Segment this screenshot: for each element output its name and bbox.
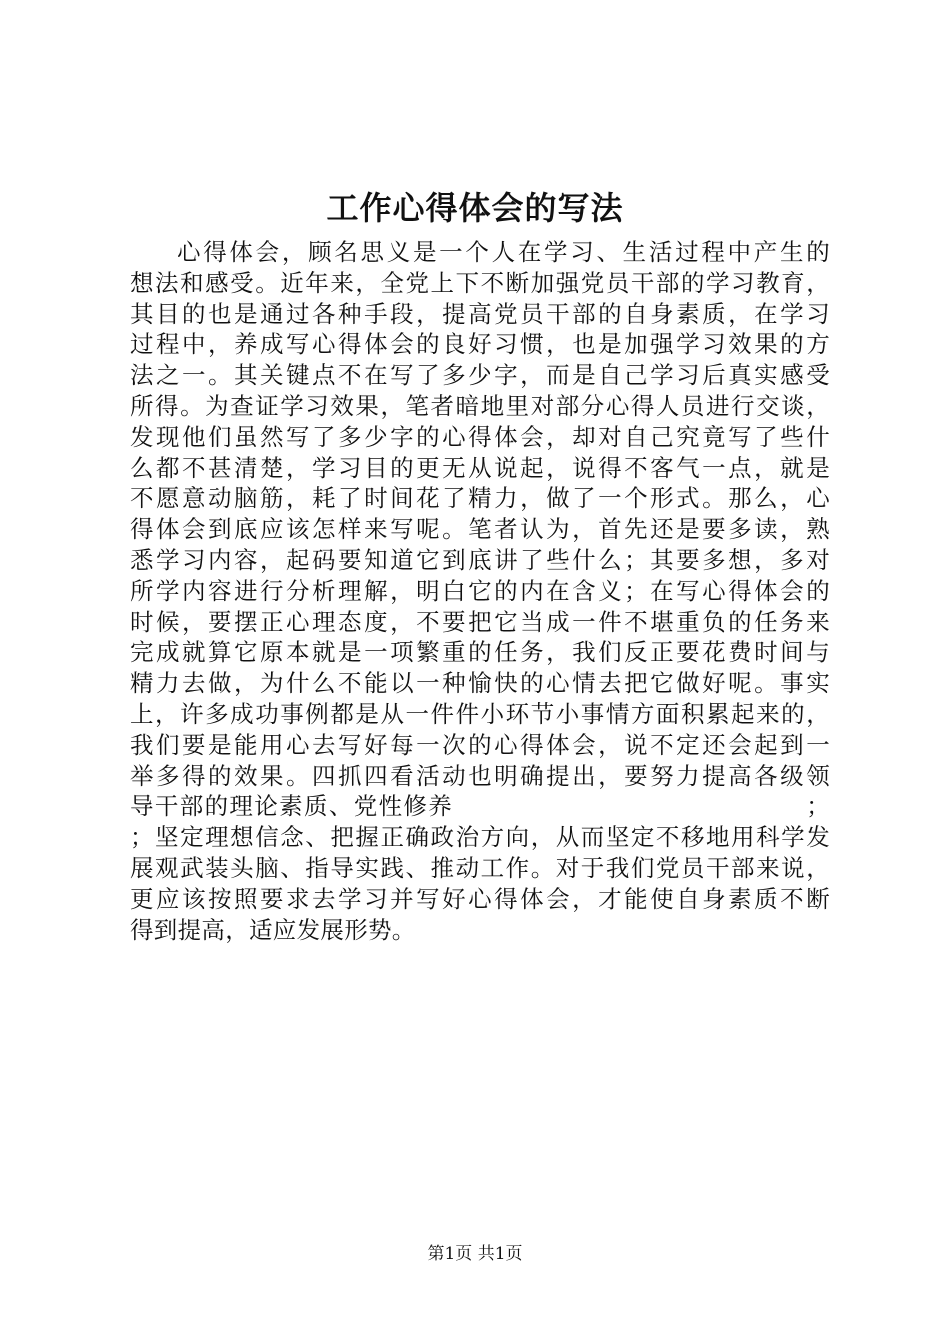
body-line: 我们要是能用心去写好每一次的心得体会，说不定还会起到一 <box>130 730 830 759</box>
body-line: 发现他们虽然写了多少字的心得体会，却对自己究竟写了些什 <box>130 422 830 451</box>
body-line: 所得。为查证学习效果，笔者暗地里对部分心得人员进行交谈， <box>130 391 830 420</box>
body-line: ；坚定理想信念、把握正确政治方向，从而坚定不移地用科学发 <box>130 823 830 852</box>
body-line: 时候，要摆正心理态度，不要把它当成一件不堪重负的任务来 <box>130 607 830 636</box>
body-line: 上，许多成功事例都是从一件件小环节小事情方面积累起来的， <box>130 699 830 728</box>
body-line: 导干部的理论素质、党性修养 ； <box>130 792 830 821</box>
body-line: 悉学习内容，起码要知道它到底讲了些什么；其要多想，多对 <box>130 545 830 574</box>
body-line: 举多得的效果。四抓四看活动也明确提出，要努力提高各级领 <box>130 761 830 790</box>
body-line: 么都不甚清楚，学习目的更无从说起，说得不客气一点，就是 <box>130 453 830 482</box>
body-line: 精力去做，为什么不能以一种愉快的心情去把它做好呢。事实 <box>130 669 830 698</box>
document-body <box>130 237 830 945</box>
page-number-label: 第1页 共1页 <box>427 1244 523 1264</box>
body-line: 其目的也是通过各种手段，提高党员干部的自身素质，在学习 <box>130 299 830 328</box>
body-line: 展观武装头脑、指导实践、推动工作。对于我们党员干部来说， <box>130 853 830 882</box>
body-line: 得到提高，适应发展形势。 <box>130 915 416 944</box>
body-line: 法之一。其关键点不在写了多少字，而是自己学习后真实感受 <box>130 361 830 390</box>
body-line: 完成就算它原本就是一项繁重的任务，我们反正要花费时间与 <box>130 638 830 667</box>
document-title: 工作心得体会的写法 <box>326 189 624 227</box>
page-footer <box>0 1243 950 1265</box>
body-line: 不愿意动脑筋，耗了时间花了精力，做了一个形式。那么，心 <box>130 484 830 513</box>
body-line: 更应该按照要求去学习并写好心得体会，才能使自身素质不断 <box>130 884 830 913</box>
body-line: 得体会到底应该怎样来写呢。笔者认为，首先还是要多读，熟 <box>130 515 830 544</box>
body-line: 想法和感受。近年来，全党上下不断加强党员干部的学习教育， <box>130 268 830 297</box>
body-line: 所学内容进行分析理解，明白它的内在含义；在写心得体会的 <box>130 576 830 605</box>
body-line: 心得体会，顾名思义是一个人在学习、生活过程中产生的 <box>177 238 830 266</box>
body-line: 过程中，养成写心得体会的良好习惯，也是加强学习效果的方 <box>130 330 830 359</box>
